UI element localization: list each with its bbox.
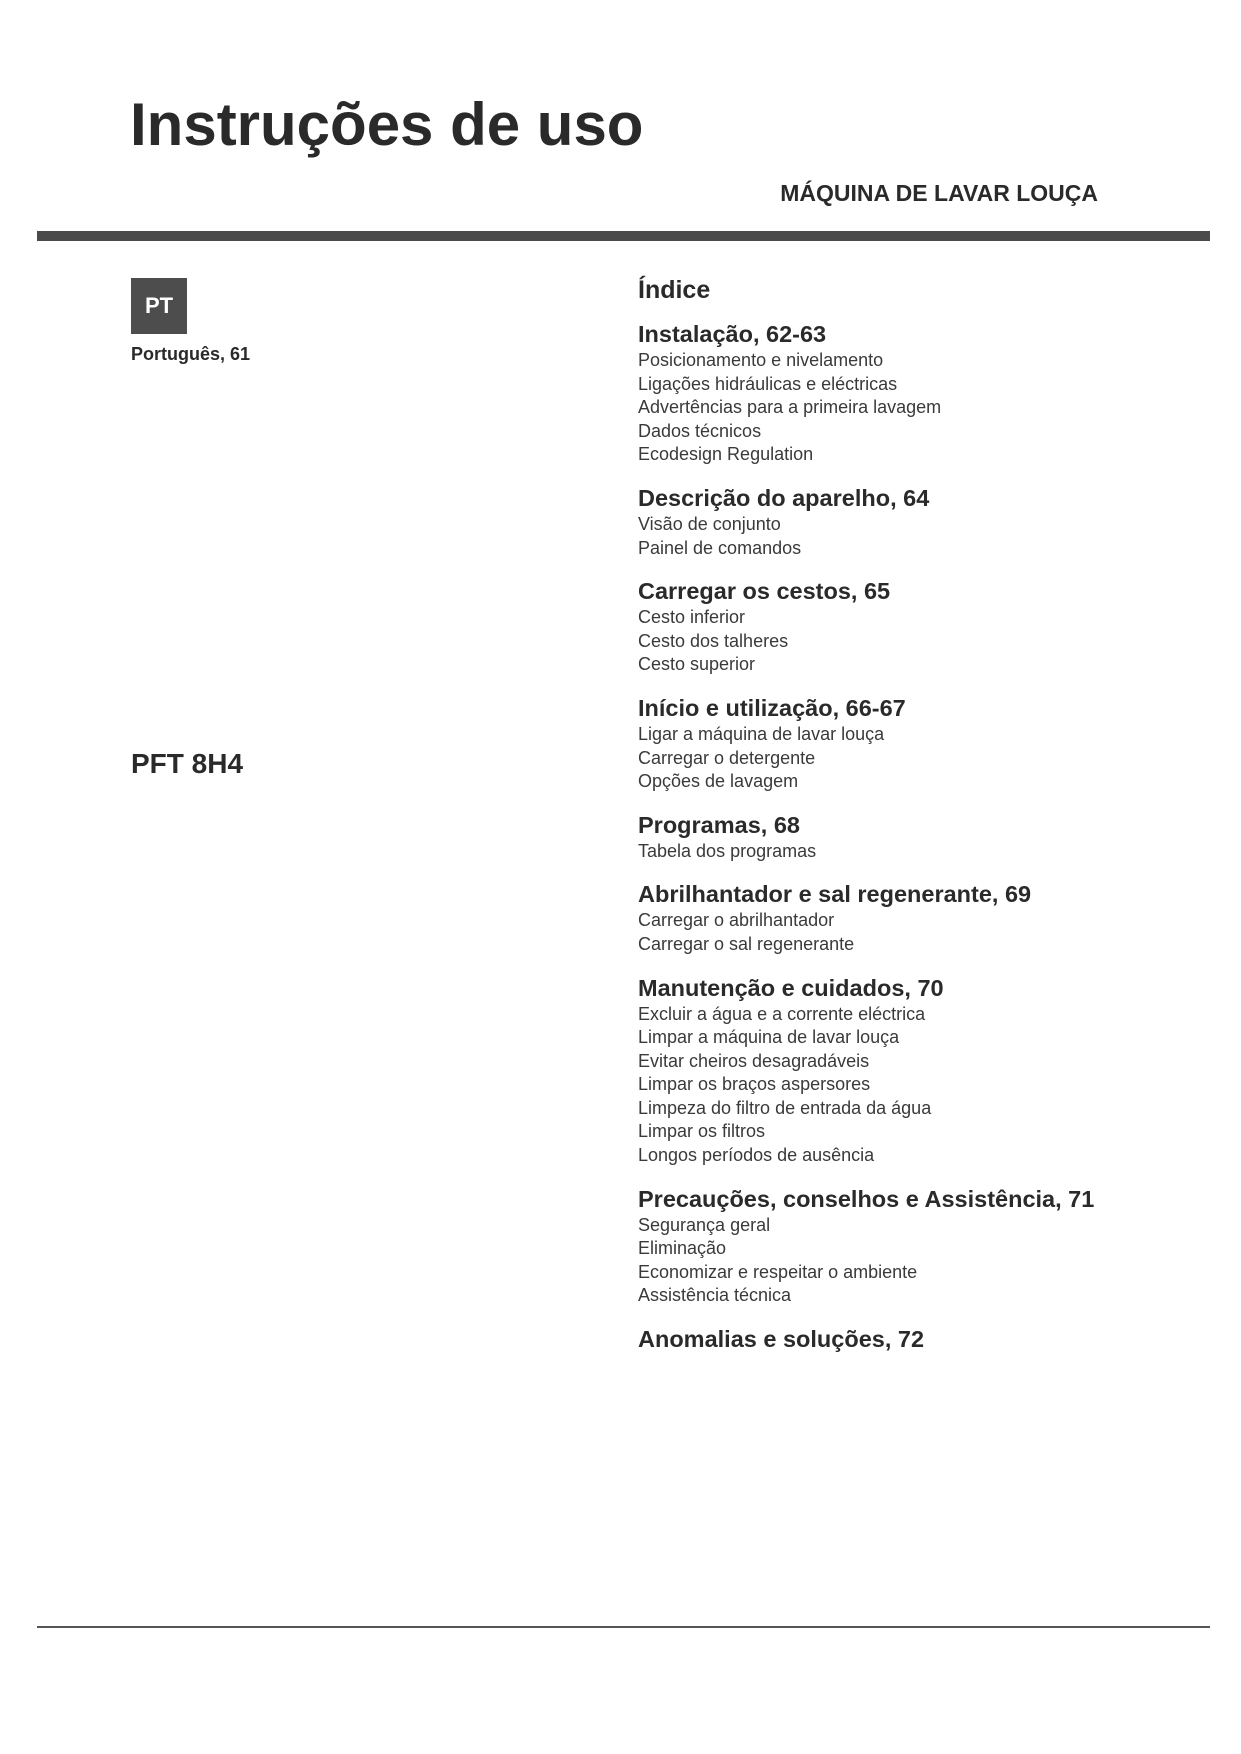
toc-section-title: Carregar os cestos, 65 xyxy=(638,578,891,605)
toc-subsection-list xyxy=(638,909,1198,956)
table-of-contents xyxy=(638,275,1198,1370)
toc-sections xyxy=(638,319,1198,1354)
toc-subsection-item: Tabela dos programas xyxy=(638,840,817,861)
toc-subsection-item: Ligar a máquina de lavar louça xyxy=(638,723,885,744)
toc-subsection-list xyxy=(638,606,1198,677)
toc-subsection-list xyxy=(638,840,1198,864)
toc-subsection-item: Longos períodos de ausência xyxy=(638,1145,875,1166)
toc-subsection-item: Cesto superior xyxy=(638,654,756,675)
toc-section xyxy=(638,973,1198,1168)
toc-subsection-item: Carregar o sal regenerante xyxy=(638,933,855,954)
toc-section-title: Programas, 68 xyxy=(638,811,800,838)
toc-subsection-item: Limpar os braços aspersores xyxy=(638,1074,871,1095)
toc-section xyxy=(638,576,1198,677)
toc-section-title: Instalação, 62-63 xyxy=(638,321,827,347)
language-badge: PT xyxy=(131,278,187,334)
toc-subsection-item: Limpeza do filtro de entrada da água xyxy=(638,1097,932,1118)
toc-section-title: Abrilhantador e sal regenerante, 69 xyxy=(638,881,1032,908)
toc-section xyxy=(638,1324,1198,1354)
toc-subsection-item: Posicionamento e nivelamento xyxy=(638,350,884,370)
toc-section xyxy=(638,319,1198,467)
toc-subsection-item: Limpar a máquina de lavar louça xyxy=(638,1027,900,1048)
footer-divider xyxy=(37,1626,1210,1628)
toc-subsection-item: Ecodesign Regulation xyxy=(638,444,814,465)
toc-section-title: Anomalias e soluções, 72 xyxy=(638,1326,925,1353)
toc-section-title: Precauções, conselhos e Assistência, 71 xyxy=(638,1185,1095,1212)
toc-section-title: Manutenção e cuidados, 70 xyxy=(638,974,944,1001)
toc-subsection-item: Ligações hidráulicas e eléctricas xyxy=(638,373,898,394)
toc-subsection-item: Excluir a água e a corrente eléctrica xyxy=(638,1003,926,1024)
toc-subsection-item: Segurança geral xyxy=(638,1214,771,1235)
toc-section xyxy=(638,810,1198,864)
header-divider xyxy=(37,231,1210,241)
toc-subsection-item: Eliminação xyxy=(638,1238,727,1259)
toc-section-title: Descrição do aparelho, 64 xyxy=(638,484,930,511)
product-type: MÁQUINA DE LAVAR LOUÇA xyxy=(780,180,1098,206)
toc-subsection-item: Advertências para a primeira lavagem xyxy=(638,397,942,418)
toc-subsection-item: Dados técnicos xyxy=(638,420,762,441)
toc-subsection-item: Cesto inferior xyxy=(638,607,746,628)
toc-section xyxy=(638,879,1198,956)
toc-subsection-item: Limpar os filtros xyxy=(638,1121,766,1142)
toc-subsection-item: Carregar o abrilhantador xyxy=(638,910,835,931)
page-title: Instruções de uso xyxy=(130,91,644,158)
toc-subsection-list xyxy=(638,513,1198,560)
toc-subsection-item: Painel de comandos xyxy=(638,537,802,558)
toc-subsection-item: Opções de lavagem xyxy=(638,771,799,792)
toc-section xyxy=(638,483,1198,560)
toc-subsection-item: Assistência técnica xyxy=(638,1285,792,1306)
toc-subsection-list xyxy=(638,349,1198,467)
language-page-ref: Português, 61 xyxy=(131,344,251,364)
toc-subsection-item: Carregar o detergente xyxy=(638,747,816,768)
toc-subsection-list xyxy=(638,723,1198,794)
toc-subsection-item: Cesto dos talheres xyxy=(638,630,789,651)
toc-section-title: Início e utilização, 66-67 xyxy=(638,694,906,721)
model-number: PFT 8H4 xyxy=(131,748,244,779)
toc-subsection-item: Evitar cheiros desagradáveis xyxy=(638,1050,870,1071)
toc-subsection-item: Economizar e respeitar o ambiente xyxy=(638,1261,918,1282)
toc-section xyxy=(638,693,1198,794)
toc-subsection-list xyxy=(638,1214,1198,1308)
toc-heading: Índice xyxy=(638,276,711,304)
toc-subsection-item: Visão de conjunto xyxy=(638,513,781,534)
toc-subsection-list xyxy=(638,1003,1198,1168)
toc-section xyxy=(638,1184,1198,1308)
